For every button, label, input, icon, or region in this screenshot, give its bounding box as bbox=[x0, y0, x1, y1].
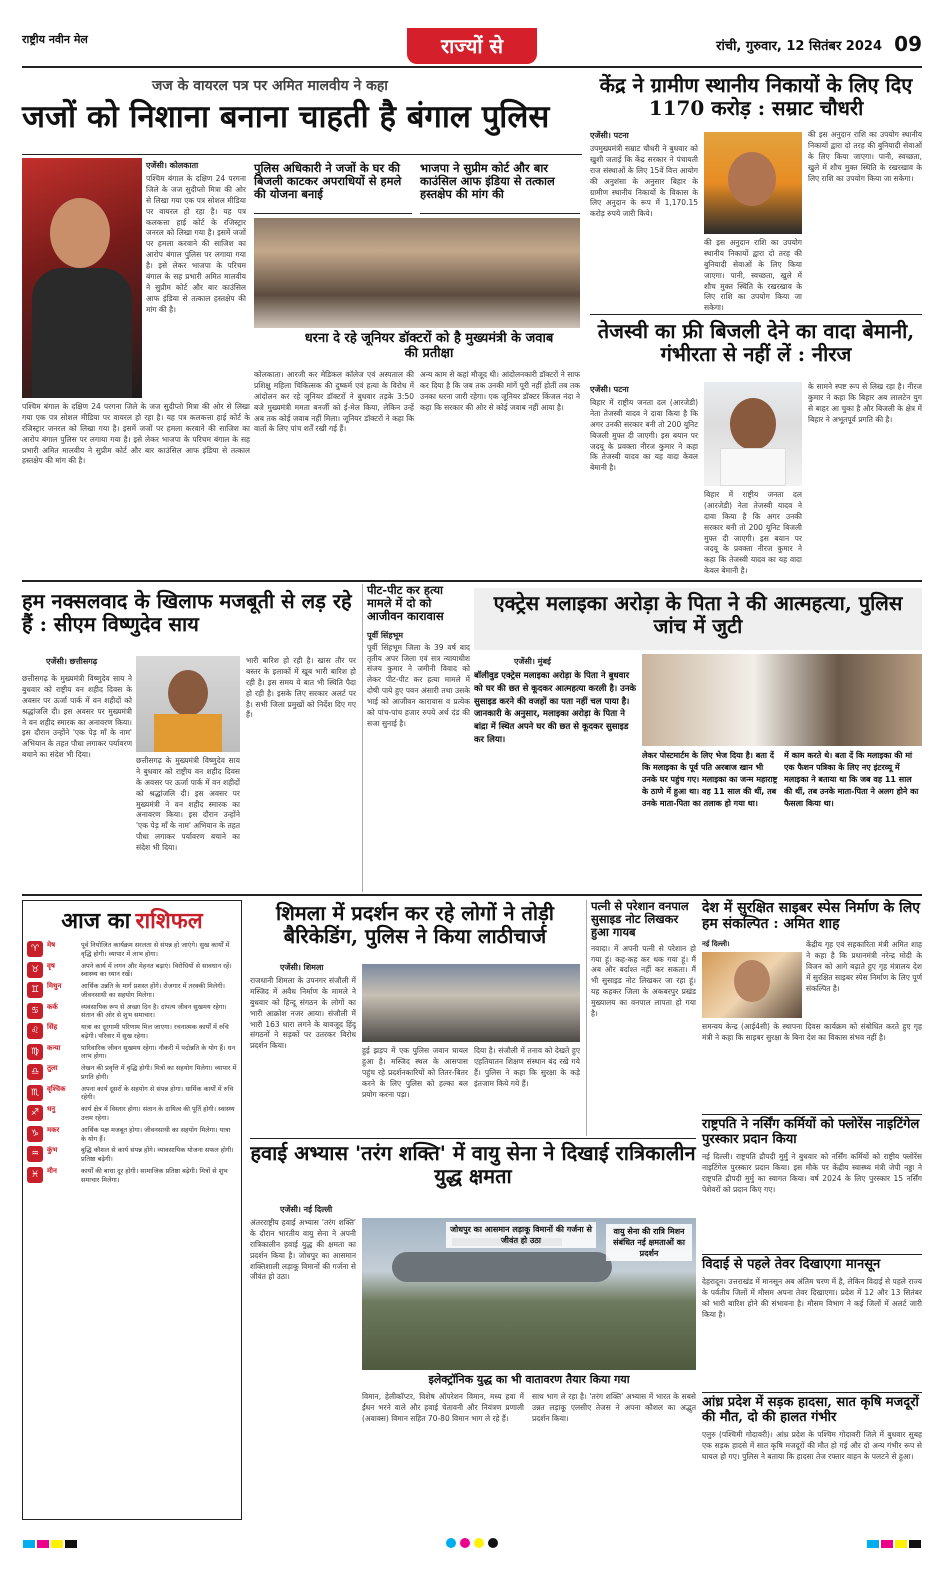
story-vishnudev bbox=[22, 584, 356, 892]
divider bbox=[702, 1392, 922, 1393]
story-body: एलुरु (पश्चिमी गोदावरी)। आंध्र प्रदेश के पश्चिम गोदावरी जिले में बुधवार सुबह एक सड़क हादसे में सात कृषि मजदूरों की मौत हो गई और दो अन्य गंभीर रूप से घायल हो गए। पुलिस ने बताया कि हादसा तेज रफ्तार वाहन के पलटने से हुआ। bbox=[702, 1429, 922, 1461]
story-body: बॉलीवुड एक्ट्रेस मलाइका अरोड़ा के पिता ने बुधवार को घर की छत से कूदकर आत्महत्या करली है। उनके सुसाइड करने की वजहों का पता नहीं चल पाया है। जानकारी के अनुसार, मलाइका अरोड़ा के पिता ने बांद्रा में स्थित अपने घर की छत से कूदकर सुसाइड कर लिया। bbox=[474, 671, 637, 745]
photo-amit-shah bbox=[702, 952, 802, 1018]
photo-caption: धरना दे रहे जूनियर डॉक्टरों को है मुख्यमंत्री के जवाब की प्रतीक्षा bbox=[304, 331, 554, 361]
story-headline: देश में सुरक्षित साइबर स्पेस निर्माण के लिए हम संकल्पित : अमित शाह bbox=[702, 900, 920, 933]
story-headline: एक्ट्रेस मलाइका अरोड़ा के पिता ने की आत्महत्या, पुलिस जांच में जुटी bbox=[493, 591, 903, 638]
rashi-name: मेष bbox=[47, 941, 56, 949]
story-headline: हवाई अभ्यास 'तरंग शक्ति' में वायु सेना ने दिखाई रात्रिकालीन युद्ध क्षमता bbox=[250, 1141, 696, 1188]
callout-box-1 bbox=[254, 162, 412, 214]
rashi-row bbox=[27, 1167, 237, 1185]
rashi-name: धनु bbox=[47, 1105, 56, 1114]
color-bar-right bbox=[866, 1533, 922, 1552]
story-body: नवादा। में अपनी पत्नी से परेशान हो गया हूं। कह-कह कर थक गया हूं। मैं अब और बर्दाश्त नहीं कर सकता। मैं भी सुसाइड नोट लिखकर जा रहा हूं। यह कहकर जिला के अकबरपुर प्रखंड मुख्यालय का वनपाल लापता हो गया है। bbox=[591, 943, 696, 1018]
photo-label-2: वायु सेना की रात्रि मिशन संबंधित नई क्षमताओं का प्रदर्शन bbox=[606, 1224, 692, 1261]
rashifal-title-main: राशिफल bbox=[135, 908, 203, 934]
photo-label-1: जोधपुर का आसमान लड़ाकू विमानों की गर्जना से जीवंत हो उठा bbox=[446, 1222, 596, 1248]
story-body: नई दिल्ली। राष्ट्रपति द्रौपदी मुर्मु ने बुधवार को नर्सिंग कर्मियों को राष्ट्रीय फ्लोरेंस नाइटिंगेल पुरस्कार प्रदान किया। इस मौके पर केंद्रीय स्वास्थ्य मंत्री जेपी नड्डा ने राष्ट्रपति द्रौपदी मुर्मु का स्वागत किया। वर्ष 2024 के लिए पुरस्कार 15 नर्सिंग पेशेवरों को प्रदान किए गए। bbox=[702, 1151, 922, 1194]
rashi-row bbox=[27, 1146, 237, 1164]
story-headline: पत्नी से परेशान वनपाल सुसाइड नोट लिखकर हुआ गायब bbox=[591, 899, 689, 940]
story-body: पूर्वी सिंहभूम जिला के 39 वर्ष बाद तृतीय अपर जिला एवं सत्र न्यायाधीश संजय कुमार ने जमीनी विवाद को लेकर पीट-पीट कर हत्या मामले में दोषी पाये हुए पवन अंसारी तथा उसके भाई को आजीवन कारावास व प्रत्येक को पांच-पांच हजार रुपये अर्थ दंड की सजा सुनाई है। bbox=[367, 642, 470, 728]
paper-logo: राष्ट्रीय नवीन मेल bbox=[22, 33, 88, 46]
rashi-text: आर्थिक उन्नति के मार्ग प्रशस्त होंगे। रोजगार में तरक्की मिलेगी। जीवनसाथी का सहयोग मिलेगा। bbox=[81, 982, 225, 999]
callout-1: पुलिस अधिकारी ने जजों के घर की बिजली काटकर अपराधियों से हमले की योजना बनाई bbox=[254, 161, 402, 202]
rashi-row bbox=[27, 982, 237, 1000]
photo-amit-malviya bbox=[22, 158, 142, 398]
photo-malaika-arora bbox=[642, 654, 922, 746]
story-headline: राष्ट्रपति ने नर्सिंग कर्मियों को फ्लोरेंस नाइटिंगेल पुरस्कार प्रदान किया bbox=[702, 1117, 920, 1147]
callout-box-2 bbox=[420, 162, 580, 214]
story-shimla bbox=[250, 900, 580, 1136]
rashi-text: पारिवारिक जीवन सुखमय रहेगा। नौकरी में पदोन्नति के योग हैं। धन लाभ होगा। bbox=[81, 1043, 236, 1061]
zodiac-icon: ♊ bbox=[27, 982, 43, 998]
photo-caption: इलेक्ट्रॉनिक युद्ध का भी वातावरण तैयार किया गया bbox=[428, 1373, 630, 1386]
story-body: केंद्रीय गृह एवं सहकारिता मंत्री अमित शाह ने कहा है कि प्रधानमंत्री नरेन्द्र मोदी के विजन को आगे बढ़ाते हुए गृह मंत्रालय देश में सुरक्षित साइबर स्पेस निर्माण के लिए पूर्ण संकल्पित है। bbox=[806, 940, 922, 993]
story-body-2: लेकर पोस्टमार्टम के लिए भेज दिया है। बता दें कि मलाइका के पूर्व पति अरबाज खान भी उनके घर पहुंच गए। मलाइका का जन्म महाराष्ट्र के ठाणे में हुआ था। वह 11 साल की थीं, तब उनके माता-पिता का तलाक हो गया था। bbox=[642, 751, 778, 808]
zodiac-icon: ♐ bbox=[27, 1105, 43, 1121]
masthead-rule bbox=[22, 66, 922, 68]
story-body-2: हुई झड़प में एक पुलिस जवान घायल हुआ है। मस्जिद स्थल के आसपास पहुंच रहे प्रदर्शनकारियों को तितर-बितर करने के लिए पुलिस को हल्का बल प्रयोग करना पड़ा। bbox=[362, 1046, 468, 1099]
story-byline: एजेंसी। शिमला bbox=[280, 963, 324, 972]
story-byline: एजेंसी। पटना bbox=[590, 131, 629, 140]
rashi-row bbox=[27, 941, 237, 959]
rashi-text: कार्यों की बाधा दूर होगी। सामाजिक प्रतिष्ठा बढ़ेगी। मित्रों से शुभ समाचार मिलेगा। bbox=[81, 1166, 228, 1184]
rashi-text: व्यवसायिक रूप से अच्छा दिन है। दांपत्य जीवन सुखमय रहेगा। संतान की ओर से शुभ समाचार। bbox=[81, 1002, 227, 1020]
story-body-3: दिया है। संजौली में तनाव को देखते हुए एहतियातन शिक्षण संस्थान बंद रखे गये हैं। पुलिस ने कहा कि सुरक्षा के कड़े इंतजाम किये गये हैं। bbox=[474, 1046, 580, 1088]
rashi-name: मिथुन bbox=[47, 982, 62, 991]
divider bbox=[22, 580, 922, 582]
rashi-text: अपना कार्य दूसरों के सहयोग से संपन्न होगा। धार्मिक कार्यों में रुचि रहेगी। bbox=[81, 1084, 234, 1102]
masthead bbox=[22, 10, 922, 70]
photo-samrat-choudhary bbox=[704, 132, 802, 234]
rashi-name: मकर bbox=[47, 1125, 60, 1134]
story-kicker: जज के वायरल पत्र पर अमित मालवीय ने कहा bbox=[152, 78, 388, 94]
story-headline: केंद्र ने ग्रामीण स्थानीय निकायों के लिए दिए 1170 करोड़ : सम्राट चौधरी bbox=[599, 73, 913, 120]
story-headline: शिमला में प्रदर्शन कर रहे लोगों ने तोड़ी बैरिकेडिंग, पुलिस ने किया लाठीचार्ज bbox=[276, 901, 554, 948]
zodiac-icon: ♑ bbox=[27, 1126, 43, 1142]
story-body-2: समन्वय केन्द्र (आई4सी) के स्थापना दिवस कार्यक्रम को संबोधित करते हुए गृह मंत्री ने कहा कि साइबर सुरक्षा के बिना देश का विकास संभव नहीं है। bbox=[702, 1022, 922, 1042]
photo-shimla-protest bbox=[362, 964, 580, 1042]
story-byline: नई दिल्ली। bbox=[702, 940, 730, 948]
story-byline: एजेंसी। मुंबई bbox=[514, 657, 551, 666]
story-body-3: साथ भाग ले रहा है। 'तरंग शक्ति' अभ्यास में भारत के सबसे उन्नत लड़ाकू एलसीए तेजस ने अपना कौशल का अद्भुत प्रदर्शन किया। bbox=[532, 1392, 696, 1423]
story-monsoon bbox=[702, 1258, 922, 1390]
story-headline: तेजस्वी का फ्री बिजली देने का वादा बेमानी, गंभीरता से नहीं लें : नीरज bbox=[597, 319, 915, 366]
rashi-row bbox=[27, 1064, 237, 1082]
color-bar-left bbox=[22, 1533, 78, 1552]
story-body-3: अन्य काम से कहां मौजूद थी। आंदोलनकारी डॉक्टरों ने साफ कर दिया है कि जब तक उनकी मांगें पूरी नहीं होतीं तब तक उनका धरना जारी रहेगा। एक जूनियर डॉक्टर किंजल नंदा ने कहा कि सरकार की ओर से कोई जवाब नहीं आया है। bbox=[420, 370, 580, 412]
dateline: रांची, गुरुवार, 12 सितंबर 2024 bbox=[716, 39, 882, 54]
zodiac-icon: ♎ bbox=[27, 1064, 43, 1080]
rashi-text: आर्थिक पक्ष मजबूत होगा। जीवनसाथी का सहयोग मिलेगा। यात्रा के योग हैं। bbox=[81, 1125, 231, 1143]
callout-2: भाजपा ने सुप्रीम कोर्ट और बार काउंसिल आफ इंडिया से तत्काल हस्तक्षेप की मांग की bbox=[420, 161, 555, 202]
rashi-name: कन्या bbox=[47, 1043, 61, 1052]
zodiac-icon: ♍ bbox=[27, 1044, 43, 1060]
story-bengal bbox=[22, 70, 582, 578]
rashi-name: वृष bbox=[47, 961, 55, 970]
story-headline: आंध्र प्रदेश में सड़क हादसा, सात कृषि मजदूरों की मौत, दो की हालत गंभीर bbox=[702, 1395, 919, 1425]
story-body: देहरादून। उत्तराखंड में मानसून अब अंतिम चरण में है, लेकिन विदाई से पहले राज्य के पर्वतीय जिलों में मौसम अपना तेवर दिखाएगा। प्रदेश में 12 और 13 सितंबर को भारी बारिश होने की संभावना है। मौसम विभाग ने कई जिलों में अलर्ट जारी किया है। bbox=[702, 1276, 922, 1319]
story-body: राजधानी शिमला के उपनगर संजौली में मस्जिद में अवैध निर्माण के मामले ने बुधवार को हिन्दू संगठन के लोगों का भारी आक्रोश नजर आया। संजौली में भारी 163 धारा लगने के बावजूद हिंदू संगठनों ने सड़कों पर उतरकर विरोध प्रदर्शन किया। bbox=[250, 976, 356, 1051]
zodiac-icon: ♋ bbox=[27, 1003, 43, 1019]
rashi-text: कार्य क्षेत्र में विस्तार होगा। संतान के दायित्व की पूर्ति होगी। स्वास्थ्य उत्तम रहेगा। bbox=[81, 1105, 235, 1123]
story-body-3: भारी बारिश हो रही है। खास तौर पर बस्तर के इलाकों में खूब भारी बारिश हो रही है। इस समय ये बात भी स्थिति पैदा हो रही है। इसके लिए सरकार अलर्ट पर है। सभी जिला प्रमुखों को निर्देश दिए गए हैं। bbox=[246, 656, 356, 720]
story-byline: पूर्वी सिंहभूम bbox=[367, 630, 403, 640]
zodiac-icon: ♌ bbox=[27, 1023, 43, 1039]
story-andhra bbox=[702, 1396, 922, 1520]
story-nightingale bbox=[702, 1118, 922, 1252]
divider bbox=[22, 154, 582, 155]
rashi-name: सिंह bbox=[47, 1023, 58, 1032]
zodiac-icon: ♏ bbox=[27, 1085, 43, 1101]
story-headline: पीट-पीट कर हत्या मामले में दो को आजीवन कारावास bbox=[367, 583, 444, 624]
story-body-2: बिहार में राष्ट्रीय जनता दल (आरजेडी) नेता तेजस्वी यादव ने दावा किया है कि अगर उनकी सरकार बनी तो 200 यूनिट बिजली मुफ्त दी जाएगी। इस बयान पर जदयू के प्रवक्ता नीरज कुमार ने कहा कि तेजस्वी यादव का यह वादा केवल बेमानी है। bbox=[704, 490, 802, 576]
story-samrat bbox=[590, 70, 922, 314]
story-headline: जजों को निशाना बनाना चाहती है बंगाल पुलिस bbox=[22, 99, 550, 135]
rashi-text: यात्रा का दूरगामी परिणाम मिल जाएगा। रचनात्मक कार्यों में रुचि बढ़ेगी। परिवार में सुख रहेगा। bbox=[81, 1023, 229, 1040]
rashi-row bbox=[27, 1023, 237, 1041]
zodiac-icon: ♒ bbox=[27, 1146, 43, 1162]
story-body-3: में काम करते थे। बता दें कि मलाइका की मां एक फैशन पत्रिका के लिए नए इंटरव्यू में मलाइका ने बताया था कि जब वह 11 साल की थीं, तब उनके माता-पिता ने अलग होने का फैसला किया था। bbox=[784, 751, 919, 808]
rashi-row bbox=[27, 1126, 237, 1144]
story-forester bbox=[586, 900, 696, 1136]
printer-registration-marks bbox=[22, 1532, 922, 1552]
story-body-2: की इस अनुदान राशि का उपयोग स्थानीय निकायों द्वारा दो तरह की बुनियादी सेवाओं के लिए किया जाएगा। पानी, स्वच्छता, खुले में शौच मुक्त स्थिति के रखरखाव के लिए राशि का उपयोग किया जा सकेगा। bbox=[704, 238, 802, 312]
story-headline: हम नक्सलवाद के खिलाफ मजबूती से लड़ रहे हैं : सीएम विष्णुदेव साय bbox=[22, 589, 352, 636]
rashi-row bbox=[27, 1085, 237, 1103]
divider bbox=[590, 314, 922, 315]
story-body-2: विमान, हेलीकॉप्टर, विशेष ऑपरेशन विमान, मध्य हवा में ईंधन भरने वाले और हवाई चेतावनी और नियंत्रण प्रणाली (अवाक्स) विमान सहित 70-80 विमान भाग ले रहे हैं। bbox=[362, 1392, 524, 1423]
divider bbox=[22, 894, 922, 896]
story-body: पश्चिम बंगाल के दक्षिण 24 परगना जिले के जज सुदीप्तो मित्रा की ओर से लिखा गया एक पत्र सोशल मीडिया पर वायरल हो रहा है। यह पत्र कलकत्ता हाई कोर्ट के रजिस्ट्रार जनरल को लिखा गया है। इसमें जजों पर हमला करवाने की साजिश का आरोप बंगाल पुलिस पर लगाया गया है। इसे लेकर भाजपा के परिचम बंगाल के सह प्रभारी अमित मालवीय ने सुप्रीम कोर्ट और बार काउंसिल आफ इंडिया से तत्काल हस्तक्षेप की मांग की है। bbox=[146, 174, 246, 314]
rashi-text: लेखन की प्रवृत्ति में वृद्धि होगी। मित्रों का सहयोग मिलेगा। व्यापार में प्रगति होगी। bbox=[81, 1064, 237, 1081]
story-headline: विदाई से पहले तेवर दिखाएगा मानसून bbox=[702, 1257, 881, 1272]
story-body: छत्तीसगढ़ के मुख्यमंत्री विष्णुदेव साय ने बुधवार को राष्ट्रीय वन शहीद दिवस के अवसर पर ऊर्जा पार्क में वन शहीदों को श्रद्धांजलि दी। इस अवसर पर मुख्यमंत्री ने वन शहीद स्मारक का अनावरण किया। इस दौरान उन्होंने 'एक पेड़ माँ के नाम' अभियान के तहत पौधा लगाकर पर्यावरण बचाने का संदेश भी दिया। bbox=[22, 674, 132, 760]
rashi-row bbox=[27, 962, 237, 980]
rashifal-box bbox=[22, 900, 242, 1520]
page-number: 09 bbox=[894, 32, 922, 56]
story-body-2: कोलकाता। आरजी कर मेडिकल कॉलेज एवं अस्पताल की प्रशिक्षु महिला चिकित्सक की दुष्कर्म एवं हत्या के विरोध में आंदोलन कर रहे जूनियर डॉक्टरों ने बुधवार तड़के 3:50 बजे मुख्यमंत्री ममता बनर्जी को ई-मेल किया, लेकिन उन्हें अब तक कोई जवाब नहीं मिला। जूनियर डॉक्टरों ने कहा कि वार्ता के लिए पांच शर्तें रखी गई हैं। bbox=[254, 370, 414, 434]
story-body-2: छत्तीसगढ़ के मुख्यमंत्री विष्णुदेव साय ने बुधवार को राष्ट्रीय वन शहीद दिवस के अवसर पर ऊर्जा पार्क में वन शहीदों को श्रद्धांजलि दी। इस अवसर पर मुख्यमंत्री ने वन शहीद स्मारक का अनावरण किया। इस दौरान उन्होंने 'एक पेड़ माँ के नाम' अभियान के तहत पौधा लगाकर पर्यावरण बचाने का संदेश भी दिया। bbox=[136, 756, 240, 852]
section-tab: राज्यों से bbox=[407, 28, 537, 64]
zodiac-icon: ♓ bbox=[27, 1167, 43, 1183]
photo-doctors-protest bbox=[254, 218, 580, 328]
story-tarang-shakti bbox=[250, 1140, 696, 1520]
rashi-text: बुद्धि कौशल से कार्य संपन्न होंगे। व्यावसायिक योजना सफल होगी। प्रतिष्ठा बढ़ेगी। bbox=[81, 1146, 234, 1164]
story-murder-verdict bbox=[362, 584, 470, 892]
story-body-cont: पश्चिम बंगाल के दक्षिण 24 परगना जिले के जज सुदीप्तो मित्रा की ओर से लिखा गया एक पत्र सोशल मीडिया पर वायरल हो रहा है। यह पत्र कलकत्ता हाई कोर्ट के रजिस्ट्रार जनरल को लिखा गया है। इसमें जजों पर हमला करवाने की साजिश का आरोप बंगाल पुलिस पर लगाया गया है। इसे लेकर भाजपा के परिचम बंगाल के सह प्रभारी अमित मालवीय ने सुप्रीम कोर्ट और बार काउंसिल आफ इंडिया से तत्काल हस्तक्षेप की मांग की है। bbox=[22, 402, 250, 466]
rashi-name: तुला bbox=[47, 1064, 58, 1073]
rashi-text: अपने कार्य में लगन और मेहनत बढ़ाएं। विरोधियों से सावधान रहें। स्वास्थ्य का ध्यान रखें। bbox=[81, 961, 232, 979]
story-body: अंतरराष्ट्रीय हवाई अभ्यास 'तरंग शक्ति' के दौरान भारतीय वायु सेना ने अपनी रात्रिकालीन हवाई युद्ध की क्षमता का प्रदर्शन किया है। जोधपुर का आसमान शक्तिशाली लड़ाकू विमानों की गर्जना से जीवंत हो उठा। bbox=[250, 1218, 356, 1282]
rashi-name: वृश्चिक bbox=[47, 1084, 66, 1093]
story-amit-shah bbox=[702, 900, 922, 1112]
rashi-name: कर्क bbox=[47, 1002, 58, 1011]
divider bbox=[702, 1114, 922, 1115]
rashifal-list bbox=[27, 941, 237, 1184]
zodiac-icon: ♉ bbox=[27, 962, 43, 978]
color-bar-center bbox=[444, 1533, 500, 1552]
rashi-text: पूर्व नियोजित कार्यक्रम सरलता से संपन्न हो जाएंगे। सुख कार्यों में वृद्धि होगी। व्यापार में लाभ होगा। bbox=[81, 941, 230, 958]
rashi-row bbox=[27, 1105, 237, 1123]
divider bbox=[702, 1254, 922, 1255]
story-byline: एजेंसी। नई दिल्ली bbox=[280, 1205, 333, 1214]
rashifal-title bbox=[27, 905, 237, 935]
rashi-row bbox=[27, 1003, 237, 1021]
story-byline: एजेंसी। पटना bbox=[590, 385, 629, 394]
photo-neeraj-kumar bbox=[704, 382, 802, 486]
story-body-3: की इस अनुदान राशि का उपयोग स्थानीय निकायों द्वारा दो तरह की बुनियादी सेवाओं के लिए किया जाएगा। पानी, स्वच्छता, खुले में शौच मुक्त स्थिति के रखरखाव के लिए राशि का उपयोग किया जा सकेगा। bbox=[808, 130, 922, 183]
rashi-name: मीन bbox=[47, 1166, 57, 1175]
story-tejashwi bbox=[590, 318, 922, 578]
story-body: बिहार में राष्ट्रीय जनता दल (आरजेडी) नेता तेजस्वी यादव ने दावा किया है कि अगर उनकी सरकार बनी तो 200 यूनिट बिजली मुफ्त दी जाएगी। इस बयान पर जदयू के प्रवक्ता नीरज कुमार ने कहा कि तेजस्वी यादव का यह वादा केवल बेमानी है। bbox=[590, 398, 698, 473]
rashi-row bbox=[27, 1044, 237, 1062]
divider bbox=[250, 1138, 696, 1139]
zodiac-icon: ♈ bbox=[27, 941, 43, 957]
photo-vishnudev-sai bbox=[136, 656, 240, 752]
story-byline: एजेंसी। छत्तीसगढ़ bbox=[46, 657, 98, 666]
rashifal-title-pre: आज का bbox=[61, 908, 131, 934]
story-body: उपमुख्यमंत्री सम्राट चौधरी ने बुधवार को खुशी जताई कि केंद्र सरकार ने पंचायती राज संस्थाओं के लिए 15वें वित्त आयोग की अनुशंसा के अनुसार बिहार के ग्रामीण स्थानीय निकायों के विकास के लिए अनुदान के रूप में 1,170.15 करोड़ रुपये जारी किये। bbox=[590, 144, 698, 219]
story-malaika bbox=[474, 584, 922, 892]
rashi-name: कुंभ bbox=[47, 1146, 58, 1155]
story-byline: एजेंसी। कोलकाता bbox=[146, 161, 199, 170]
story-body-3: के सामने स्पष्ट रूप से लिख रहा है। नीरज कुमार ने कहा कि बिहार अब लालटेन युग से बाहर आ चुका है और बिजली के क्षेत्र में बिहार ने अभूतपूर्व प्रगति की है। bbox=[808, 382, 922, 424]
